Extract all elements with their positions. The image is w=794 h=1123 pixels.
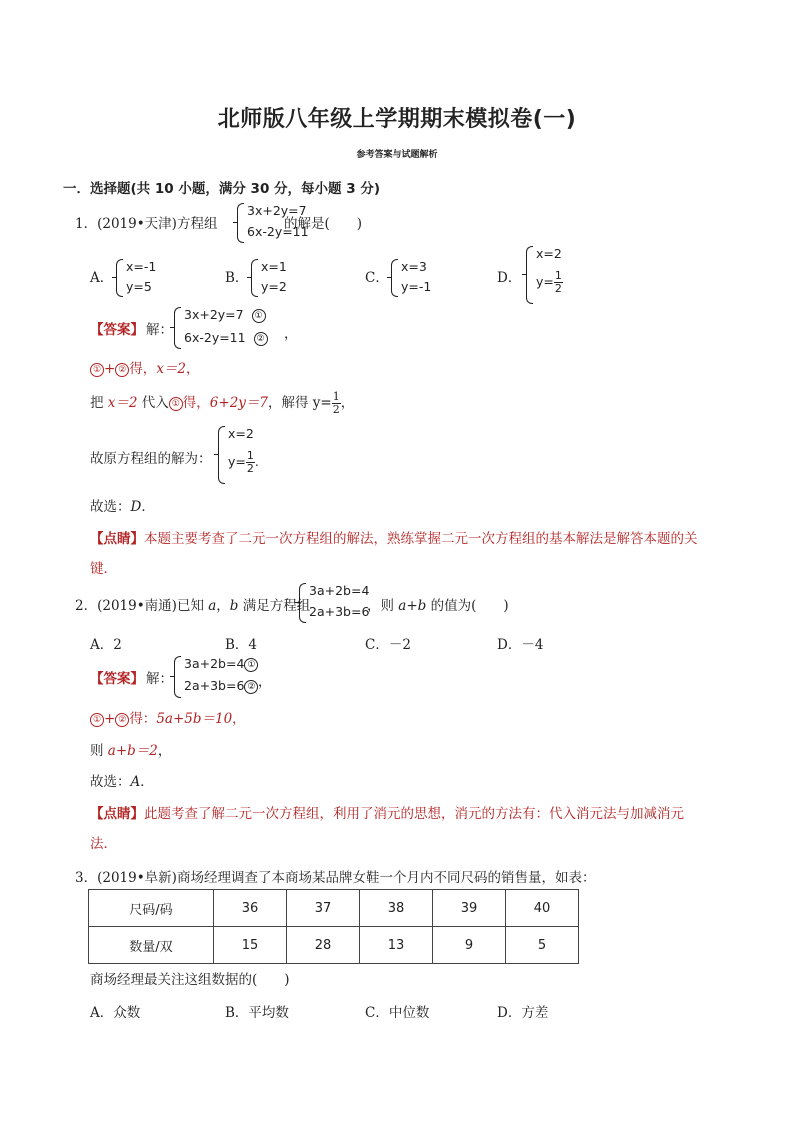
q1-option-c-label: C． (365, 270, 389, 286)
q2-option-d: D．－4 (497, 637, 544, 653)
table-row (89, 927, 579, 964)
q1-opt-d-l2: y= $\frac{1}{2}$ (536, 269, 562, 295)
table-cell: 9 (433, 927, 506, 964)
q2-stem-prefix: 2．(2019•南通)已知 a，b 满足方程组 (75, 598, 311, 614)
table-cell: 38 (360, 890, 433, 927)
q1-opt-a-l1: x=-1 (126, 259, 157, 274)
q1-opt-b-l2: y=2 (261, 279, 287, 294)
sales-table (88, 889, 579, 964)
q1-option-d (526, 246, 570, 304)
q1-ans-end: ， (284, 326, 298, 342)
table-cell: 数量/双 (89, 927, 214, 964)
left-brace (391, 259, 398, 297)
q2-sys-eq1: 3a+2b=4 (309, 583, 370, 598)
left-brace (174, 307, 181, 349)
q1-opt-c-l1: x=3 (401, 259, 427, 274)
table-cell: 40 (506, 890, 579, 927)
q1-opt-b-l1: x=1 (261, 259, 287, 274)
q3-question: 商场经理最关注这组数据的( ) (90, 972, 290, 988)
table-row (89, 890, 579, 927)
q2-option-b: B．4 (225, 637, 258, 653)
q3-option-b: B．平均数 (225, 1005, 289, 1021)
left-brace (299, 583, 306, 623)
q1-comment-l1: 【点睛】本题主要考查了二元一次方程组的解法，熟练掌握二元一次方程组的基本解法是解答本题的关 (90, 531, 698, 547)
q1-opt-a-l2: y=5 (126, 279, 152, 294)
q1-opt-d-l1: x=2 (536, 246, 562, 261)
q1-ans-eq1: 3x+2y=7 ① (184, 307, 266, 323)
left-brace (116, 259, 123, 297)
q1-comment-l2: 键． (90, 561, 117, 577)
q2-ans-end: ， (258, 674, 272, 690)
table-cell: 13 (360, 927, 433, 964)
q1-ans-eq2: 6x-2y=11 ② (184, 330, 268, 346)
q2-sys-eq2: 2a+3b=6 (309, 604, 370, 619)
q1-step3: 故原方程组的解为： (90, 451, 212, 467)
table-cell: 5 (506, 927, 579, 964)
q1-opt-c-l2: y=-1 (401, 279, 432, 294)
q1-sys-eq2: 6x-2y=11 (247, 224, 309, 239)
q1-sol-l1: x=2 (228, 426, 254, 441)
q1-option-b (251, 259, 291, 297)
q1-answer-tag: 【答案】 (90, 322, 144, 338)
table-cell: 36 (214, 890, 287, 927)
q1-solution-system (218, 426, 268, 484)
q2-answer-tag: 【答案】 (90, 671, 144, 687)
q3-option-c: C．中位数 (365, 1005, 430, 1021)
page-subtitle: 参考答案与试题解析 (356, 150, 438, 160)
q2-ans-eq2: 2a+3b=6 ② (184, 678, 258, 694)
q2-stem-suffix: ，则 a+b 的值为( ) (367, 598, 509, 614)
left-brace (174, 656, 181, 698)
q3-option-a: A．众数 (90, 1005, 141, 1021)
left-brace (237, 203, 244, 243)
page-title: 北师版八年级上学期期末模拟卷(一) (217, 107, 577, 132)
table-cell: 28 (287, 927, 360, 964)
q1-stem-prefix: 1．(2019•天津)方程组 (75, 216, 218, 232)
q1-option-d-label: D． (497, 270, 522, 286)
q1-answer-system (174, 307, 289, 349)
q1-option-a-label: A． (90, 270, 114, 286)
q1-option-a (116, 259, 156, 297)
q1-choice: 故选：D． (90, 499, 155, 515)
left-brace (526, 246, 533, 304)
q2-option-a: A．2 (90, 637, 122, 653)
q1-sys-eq1: 3x+2y=7 (247, 203, 307, 218)
q1-option-b-label: B． (225, 270, 249, 286)
section-heading: 一．选择题(共 10 小题，满分 30 分，每小题 3 分) (63, 181, 381, 197)
q3-stem: 3．(2019•阜新)商场经理调查了本商场某品牌女鞋一个月内不同尺码的销售量，如表： (75, 870, 596, 886)
q2-system (299, 583, 369, 623)
q1-sol-l2: y= $\frac{1}{2}$ . (228, 449, 259, 475)
q2-option-c: C．－2 (365, 637, 411, 653)
table-cell: 37 (287, 890, 360, 927)
q1-option-c (391, 259, 431, 297)
left-brace (251, 259, 258, 297)
q2-answer-system (174, 656, 264, 698)
q2-comment-l2: 法． (90, 836, 117, 852)
left-brace (218, 426, 225, 484)
q1-answer-lead: 解： (146, 322, 173, 338)
q3-option-d: D．方差 (497, 1005, 549, 1021)
q2-choice: 故选：A． (90, 774, 154, 790)
q2-step2: 则 a+b＝2， (90, 743, 172, 759)
q2-comment-l1: 【点睛】此题考查了解二元一次方程组，利用了消元的思想，消元的方法有：代入消元法与加减消元 (90, 806, 684, 822)
table-cell: 15 (214, 927, 287, 964)
table-cell: 尺码/码 (89, 890, 214, 927)
q1-step2: 把 x＝2 代入 ① 得，6+2y＝7，解得 y= $\frac{1}{2}$ ， (90, 390, 355, 416)
q2-ans-eq1: 3a+2b=4 ① (184, 656, 258, 672)
q2-answer-lead: 解： (146, 671, 173, 687)
table-cell: 39 (433, 890, 506, 927)
q1-stem-suffix: 的解是( ) (284, 216, 363, 232)
q2-step1: ① + ② 得：5a+5b＝10， (90, 707, 246, 727)
q1-step1: ① + ② 得，x＝2， (90, 357, 200, 377)
